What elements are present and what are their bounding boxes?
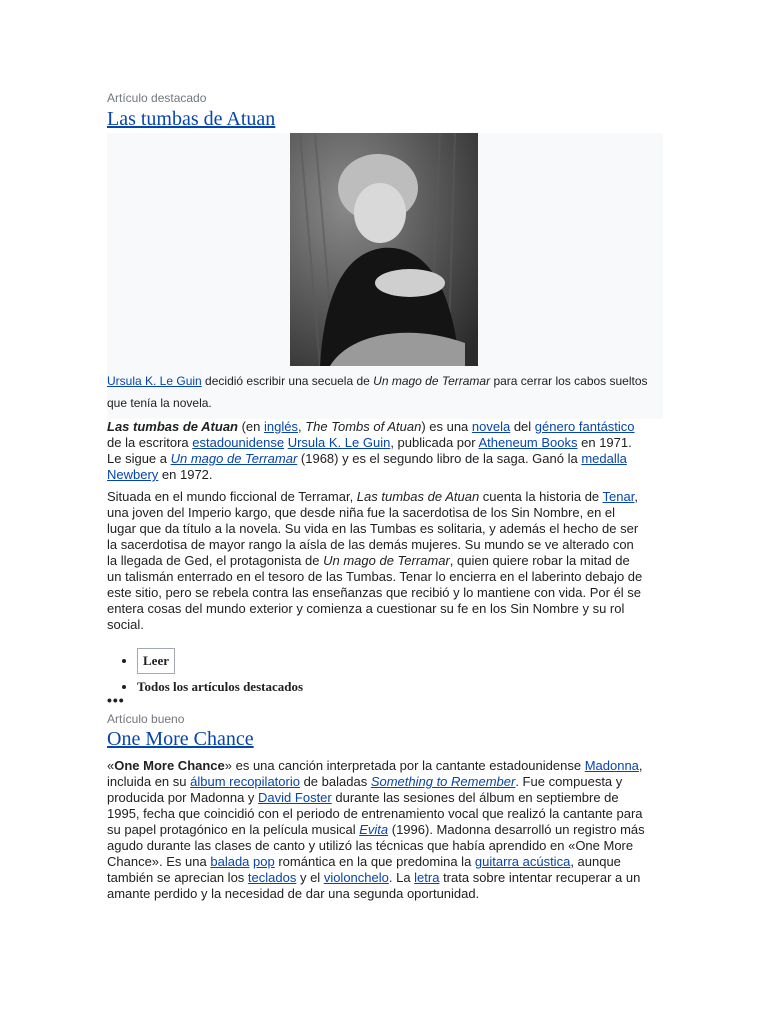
link-estadounidense[interactable]: estadounidense [192, 435, 285, 450]
link-novela[interactable]: novela [471, 419, 511, 434]
caption-em: Un mago de Terramar [373, 374, 491, 388]
text: , [297, 419, 306, 434]
text: en 1972. [158, 467, 213, 482]
em-text: Las tumbas de Atuan [356, 489, 480, 504]
em-text: Un mago de Terramar [323, 553, 450, 568]
text: (1996). Madonna desarrolló un registro más agudo durante las clases de canto y utilizó las técnicas que había aprendido en «One More Chance». Es una [107, 822, 645, 869]
photo-caption [107, 370, 657, 414]
link-le-guin[interactable]: Ursula K. Le Guin [287, 435, 391, 450]
more-options-icon[interactable]: ••• [107, 692, 125, 708]
featured-plot-paragraph [107, 489, 647, 633]
text: , incluida en su [107, 758, 643, 789]
caption-text: decidió escribir una secuela de [201, 374, 374, 388]
author-photo-image [290, 133, 478, 366]
link-teclados[interactable]: teclados [247, 870, 297, 885]
text: » es una canción interpretada por la cantante estadounidense [224, 758, 585, 773]
featured-eyebrow: Artículo destacado [107, 91, 207, 105]
text: de baladas [299, 774, 371, 789]
link-letra[interactable]: letra [414, 870, 440, 885]
text: Situada en el mundo ficcional de Terramar, [107, 489, 357, 504]
link-tenar[interactable]: Tenar [602, 489, 635, 504]
link-atheneum[interactable]: Atheneum Books [478, 435, 578, 450]
link-mago-terramar[interactable]: Un mago de Terramar [170, 451, 298, 466]
text: romántica en la que predomina la [274, 854, 475, 869]
text: (1968) y es el segundo libro de la saga. Ganó la [297, 451, 582, 466]
all-featured-link[interactable]: Todos los artículos destacados [137, 679, 304, 694]
good-paragraph [107, 758, 647, 902]
bold-title: One More Chance [114, 758, 225, 773]
link-violonchelo[interactable]: violonchelo [323, 870, 389, 885]
featured-figure [107, 133, 663, 419]
text: , publicada por [390, 435, 479, 450]
text: , una joven del Imperio kargo, que desde niña fue la sacerdotisa de los Sin Nombre, en el lugar que da título a la novela. Su vida en las Tumbas es solitaria, y además el hecho de ser la sacerdotisa de mayor rango la aísla de las demás mujeres. Su mundo se ve alterado con la llegada de Ged, el protagonista de [107, 489, 639, 568]
bold-title: Las tumbas de Atuan [107, 419, 238, 434]
text: en 1971. Le sigue a [107, 435, 632, 466]
link-david-foster[interactable]: David Foster [258, 790, 332, 805]
text: ) es una [421, 419, 472, 434]
text: durante las sesiones del álbum en septiembre de 1995, fecha que coincidió con el periodo de entrenamiento vocal que realizó la cantante para su papel protagónico en la película musical [107, 790, 643, 837]
action-item [137, 679, 507, 695]
featured-actions [107, 648, 507, 695]
good-eyebrow: Artículo bueno [107, 712, 185, 726]
text: , aunque también se aprecian los [107, 854, 621, 885]
text: del [510, 419, 535, 434]
text: . La [388, 870, 415, 885]
link-guitarra-acustica[interactable]: guitarra acústica [474, 854, 571, 869]
link-genero-fantastico[interactable]: género fantástico [534, 419, 635, 434]
text: « [107, 758, 115, 773]
link-madonna[interactable]: Madonna [584, 758, 639, 773]
text: cuenta la historia de [479, 489, 603, 504]
featured-title-link[interactable]: Las tumbas de Atuan [107, 108, 276, 130]
link-album-recopilatorio[interactable]: álbum recopilatorio [190, 774, 300, 789]
link-balada[interactable]: balada [210, 854, 250, 869]
action-item [137, 648, 507, 674]
text: , quien quiere robar la mitad de un talismán enterrado en el tesoro de las Tumbas. Tenar lo encierra en el laberinto debajo de este sitio, pero se rebela contra las enseñanzas que recibió y lo mantiene con vida. Por él se entera cosas del mundo exterior y comienza a cuestionar su fe en los Sin Nombre y su rol social. [107, 553, 643, 632]
link-evita[interactable]: Evita [359, 822, 389, 837]
link-newbery[interactable]: medalla Newbery [107, 451, 627, 482]
read-button[interactable]: Leer [137, 648, 175, 674]
caption-text: para cerrar los cabos sueltos que tenía la novela. [107, 374, 648, 410]
text: . Fue compuesta y producida por Madonna y [107, 774, 623, 805]
text: trata sobre intentar recuperar a un amante perdido y la necesidad de dar una segunda oportunidad. [107, 870, 641, 901]
text: (en [237, 419, 264, 434]
text: y el [296, 870, 324, 885]
em-text: The Tombs of Atuan [305, 419, 422, 434]
caption-author-link[interactable]: Ursula K. Le Guin [107, 374, 202, 388]
link-ingles[interactable]: inglés [264, 419, 298, 434]
featured-intro-paragraph [107, 419, 647, 483]
text: de la escritora [107, 435, 193, 450]
link-pop[interactable]: pop [253, 854, 275, 869]
link-something-to-remember[interactable]: Something to Remember [370, 774, 516, 789]
author-photo[interactable] [290, 133, 478, 366]
good-title-link[interactable]: One More Chance [107, 728, 254, 750]
